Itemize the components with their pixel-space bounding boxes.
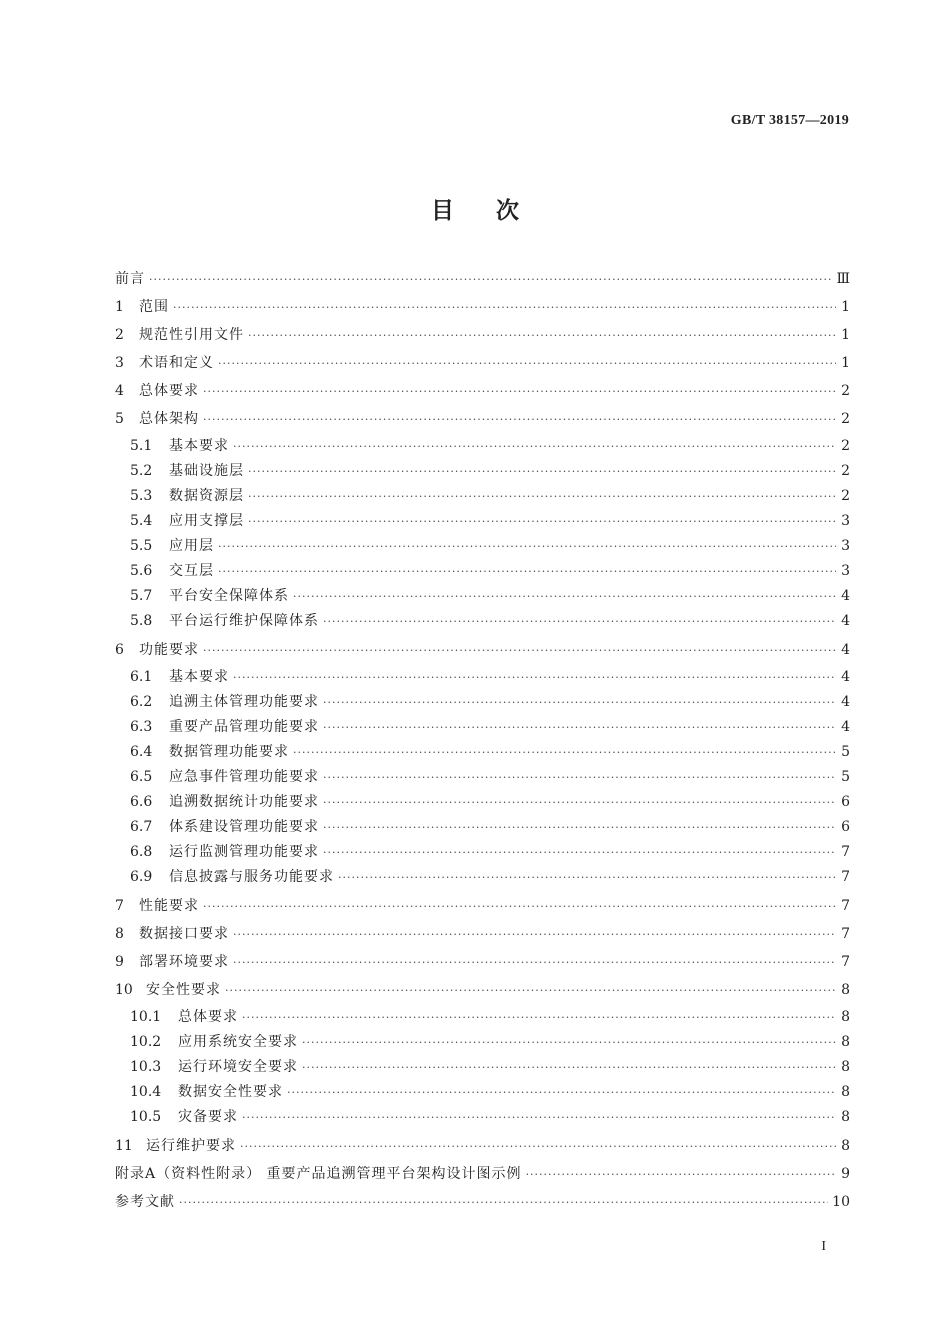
toc-entry[interactable] <box>115 982 850 999</box>
toc-entry-page: 3 <box>841 563 850 579</box>
toc-entry-label: 运行监测管理功能要求 <box>169 844 319 860</box>
toc-entry[interactable] <box>115 642 850 659</box>
toc-dot-leader <box>149 272 832 288</box>
toc-entry-number: 6 <box>115 642 124 658</box>
toc-dot-leader <box>203 412 836 428</box>
toc-entry-page: 2 <box>841 463 850 479</box>
toc-entry-label: 追溯主体管理功能要求 <box>169 694 319 710</box>
toc-entry-page: 8 <box>841 1009 850 1025</box>
toc-entry-number: 5.1 <box>130 438 153 454</box>
toc-entry[interactable] <box>115 613 850 630</box>
toc-entry[interactable] <box>115 538 850 555</box>
toc-entry-label: 范围 <box>139 299 169 315</box>
toc-entry-label: 总体架构 <box>139 411 199 427</box>
toc-entry[interactable] <box>115 1084 850 1101</box>
toc-entry-number: 6.6 <box>130 794 153 810</box>
toc-entry-number: 10.2 <box>130 1034 162 1050</box>
toc-dot-leader <box>242 1010 836 1026</box>
page-folio: I <box>821 1239 826 1254</box>
toc-entry-page: 2 <box>841 383 850 399</box>
toc-entry-page: 8 <box>841 1109 850 1125</box>
toc-dot-leader <box>218 356 836 372</box>
toc-entry-number: 8 <box>115 926 124 942</box>
toc-entry[interactable] <box>115 898 850 915</box>
toc-dot-leader <box>526 1167 836 1183</box>
toc-entry-number: 10.5 <box>130 1109 162 1125</box>
toc-entry-page: 7 <box>841 844 850 860</box>
toc-dot-leader <box>233 670 836 686</box>
toc-entry-label: 重要产品管理功能要求 <box>169 719 319 735</box>
toc-entry-label: 数据资源层 <box>169 488 244 504</box>
toc-entry[interactable] <box>115 1059 850 1076</box>
toc-entry[interactable] <box>115 819 850 836</box>
toc-entry-label: 数据管理功能要求 <box>169 744 289 760</box>
toc-entry-number: 1 <box>115 299 124 315</box>
toc-entry-label: 规范性引用文件 <box>139 327 244 343</box>
toc-dot-leader <box>293 589 836 605</box>
toc-dot-leader <box>242 1110 836 1126</box>
toc-entry-label: 应急事件管理功能要求 <box>169 769 319 785</box>
toc-entry-page: 9 <box>841 1166 850 1182</box>
toc-dot-leader <box>323 614 836 630</box>
toc-entry-page: 1 <box>841 355 850 371</box>
toc-dot-leader <box>173 300 836 316</box>
toc-entry-label: 应用支撑层 <box>169 513 244 529</box>
toc-dot-leader <box>323 695 836 711</box>
toc-entry-label: 数据安全性要求 <box>178 1084 283 1100</box>
toc-entry-label: 应用层 <box>169 538 214 554</box>
toc-dot-leader <box>248 464 836 480</box>
toc-entry-number: 2 <box>115 327 124 343</box>
toc-entry-label: 附录A（资料性附录） 重要产品追溯管理平台架构设计图示例 <box>115 1166 522 1182</box>
toc-entry-label: 前言 <box>115 271 145 287</box>
toc-dot-leader <box>323 845 836 861</box>
toc-dot-leader <box>240 1139 836 1155</box>
toc-entry[interactable] <box>115 355 850 372</box>
standard-number: GB/T 38157—2019 <box>730 113 849 128</box>
toc-entry-label: 平台安全保障体系 <box>169 588 289 604</box>
toc-entry[interactable] <box>115 719 850 736</box>
toc-entry-label: 追溯数据统计功能要求 <box>169 794 319 810</box>
toc-entry-label: 运行维护要求 <box>146 1138 236 1154</box>
toc-entry-number: 6.4 <box>130 744 153 760</box>
toc-entry[interactable] <box>115 844 850 861</box>
toc-dot-leader <box>338 870 836 886</box>
toc-entry-label: 交互层 <box>169 563 214 579</box>
toc-entry[interactable] <box>115 869 850 886</box>
toc-entry[interactable] <box>115 1034 850 1051</box>
toc-entry-label: 数据接口要求 <box>139 926 229 942</box>
toc-entry-number: 6.2 <box>130 694 153 710</box>
toc-entry-label: 平台运行维护保障体系 <box>169 613 319 629</box>
toc-entry-number: 5.7 <box>130 588 153 604</box>
toc-dot-leader <box>218 564 836 580</box>
toc-dot-leader <box>203 643 836 659</box>
toc-dot-leader <box>218 539 836 555</box>
toc-entry[interactable] <box>115 463 850 480</box>
toc-entry-number: 5 <box>115 411 124 427</box>
toc-dot-leader <box>323 770 836 786</box>
toc-entry-number: 5.8 <box>130 613 153 629</box>
toc-entry-label: 总体要求 <box>178 1009 238 1025</box>
toc-entry[interactable] <box>115 488 850 505</box>
toc-entry-label: 参考文献 <box>115 1194 175 1210</box>
toc-entry[interactable] <box>115 299 850 316</box>
toc-entry-page: 4 <box>841 694 850 710</box>
toc-entry-page: 6 <box>841 819 850 835</box>
toc-entry-label: 安全性要求 <box>146 982 221 998</box>
toc-entry[interactable] <box>115 794 850 811</box>
toc-entry-number: 10 <box>115 982 133 998</box>
toc-entry-number: 9 <box>115 954 124 970</box>
toc-entry-page: 8 <box>841 982 850 998</box>
toc-entry[interactable] <box>115 1009 850 1026</box>
toc-entry-page: 7 <box>841 954 850 970</box>
toc-dot-leader <box>323 795 836 811</box>
toc-entry-number: 6.1 <box>130 669 153 685</box>
toc-entry-number: 10.4 <box>130 1084 162 1100</box>
toc-entry[interactable] <box>115 1138 850 1155</box>
toc-entry-number: 3 <box>115 355 124 371</box>
toc-entry-label: 基础设施层 <box>169 463 244 479</box>
toc-entry-page: 5 <box>841 769 850 785</box>
toc-dot-leader <box>302 1060 836 1076</box>
page-title: 目次 <box>431 197 561 224</box>
toc-entry-page: Ⅲ <box>836 271 850 287</box>
toc-dot-leader <box>233 955 836 971</box>
toc-entry-number: 6.5 <box>130 769 153 785</box>
toc-dot-leader <box>248 514 836 530</box>
toc-entry-number: 6.3 <box>130 719 153 735</box>
toc-entry[interactable] <box>115 744 850 761</box>
toc-entry-page: 1 <box>841 327 850 343</box>
toc-entry-page: 4 <box>841 642 850 658</box>
toc-entry-page: 5 <box>841 744 850 760</box>
toc-entry[interactable] <box>115 588 850 605</box>
toc-entry-page: 2 <box>841 488 850 504</box>
toc-entry-page: 4 <box>841 588 850 604</box>
toc-entry[interactable] <box>115 1194 850 1211</box>
toc-dot-leader <box>179 1195 828 1211</box>
toc-entry-page: 1 <box>841 299 850 315</box>
toc-entry-number: 11 <box>115 1138 133 1154</box>
toc-entry-number: 6.8 <box>130 844 153 860</box>
toc-entry-page: 8 <box>841 1084 850 1100</box>
toc-dot-leader <box>233 439 836 455</box>
toc-entry-number: 5.3 <box>130 488 153 504</box>
toc-entry-label: 灾备要求 <box>178 1109 238 1125</box>
toc-entry-number: 4 <box>115 383 124 399</box>
toc-entry-page: 8 <box>841 1034 850 1050</box>
toc-dot-leader <box>248 328 836 344</box>
toc-dot-leader <box>203 899 836 915</box>
toc-entry[interactable] <box>115 1166 850 1183</box>
toc-entry-number: 5.2 <box>130 463 153 479</box>
toc-entry[interactable] <box>115 513 850 530</box>
toc-dot-leader <box>302 1035 836 1051</box>
toc-entry[interactable] <box>115 769 850 786</box>
toc-entry-page: 7 <box>841 926 850 942</box>
toc-dot-leader <box>287 1085 836 1101</box>
toc-entry[interactable] <box>115 438 850 455</box>
toc-entry-number: 6.9 <box>130 869 153 885</box>
toc-entry-label: 信息披露与服务功能要求 <box>169 869 334 885</box>
toc-dot-leader <box>225 983 836 999</box>
toc-entry-label: 运行环境安全要求 <box>178 1059 298 1075</box>
toc-entry[interactable] <box>115 563 850 580</box>
toc-entry-page: 2 <box>841 411 850 427</box>
toc-dot-leader <box>233 927 836 943</box>
toc-entry-page: 8 <box>841 1138 850 1154</box>
toc-entry-page: 2 <box>841 438 850 454</box>
toc-entry-page: 4 <box>841 719 850 735</box>
toc-entry-page: 3 <box>841 538 850 554</box>
toc-entry-number: 5.4 <box>130 513 153 529</box>
toc-entry-page: 8 <box>841 1059 850 1075</box>
toc-entry-number: 6.7 <box>130 819 153 835</box>
toc-entry-page: 4 <box>841 669 850 685</box>
toc-entry[interactable] <box>115 383 850 400</box>
toc-dot-leader <box>323 820 836 836</box>
toc-entry[interactable] <box>115 411 850 428</box>
toc-entry-page: 10 <box>832 1194 850 1210</box>
toc-entry-page: 4 <box>841 613 850 629</box>
toc-entry-number: 5.6 <box>130 563 153 579</box>
toc-entry-number: 7 <box>115 898 124 914</box>
toc-entry-label: 功能要求 <box>139 642 199 658</box>
toc-dot-leader <box>248 489 836 505</box>
toc-entry-label: 总体要求 <box>139 383 199 399</box>
toc-entry-page: 3 <box>841 513 850 529</box>
toc-entry-label: 基本要求 <box>169 669 229 685</box>
toc-entry[interactable] <box>115 271 850 288</box>
toc-entry-label: 应用系统安全要求 <box>178 1034 298 1050</box>
toc-entry[interactable] <box>115 954 850 971</box>
toc-entry-page: 7 <box>841 898 850 914</box>
toc-dot-leader <box>203 384 836 400</box>
toc-entry-page: 6 <box>841 794 850 810</box>
toc-entry[interactable] <box>115 926 850 943</box>
toc-entry-label: 部署环境要求 <box>139 954 229 970</box>
toc-entry-label: 体系建设管理功能要求 <box>169 819 319 835</box>
toc-entry[interactable] <box>115 1109 850 1126</box>
toc-entry-page: 7 <box>841 869 850 885</box>
toc-entry-number: 5.5 <box>130 538 153 554</box>
toc-dot-leader <box>293 745 836 761</box>
toc-entry[interactable] <box>115 669 850 686</box>
toc-entry-label: 性能要求 <box>139 898 199 914</box>
toc-entry-label: 术语和定义 <box>139 355 214 371</box>
toc-entry[interactable] <box>115 327 850 344</box>
toc-entry[interactable] <box>115 694 850 711</box>
toc-entry-number: 10.1 <box>130 1009 162 1025</box>
toc-dot-leader <box>323 720 836 736</box>
toc-entry-label: 基本要求 <box>169 438 229 454</box>
toc-entry-number: 10.3 <box>130 1059 162 1075</box>
